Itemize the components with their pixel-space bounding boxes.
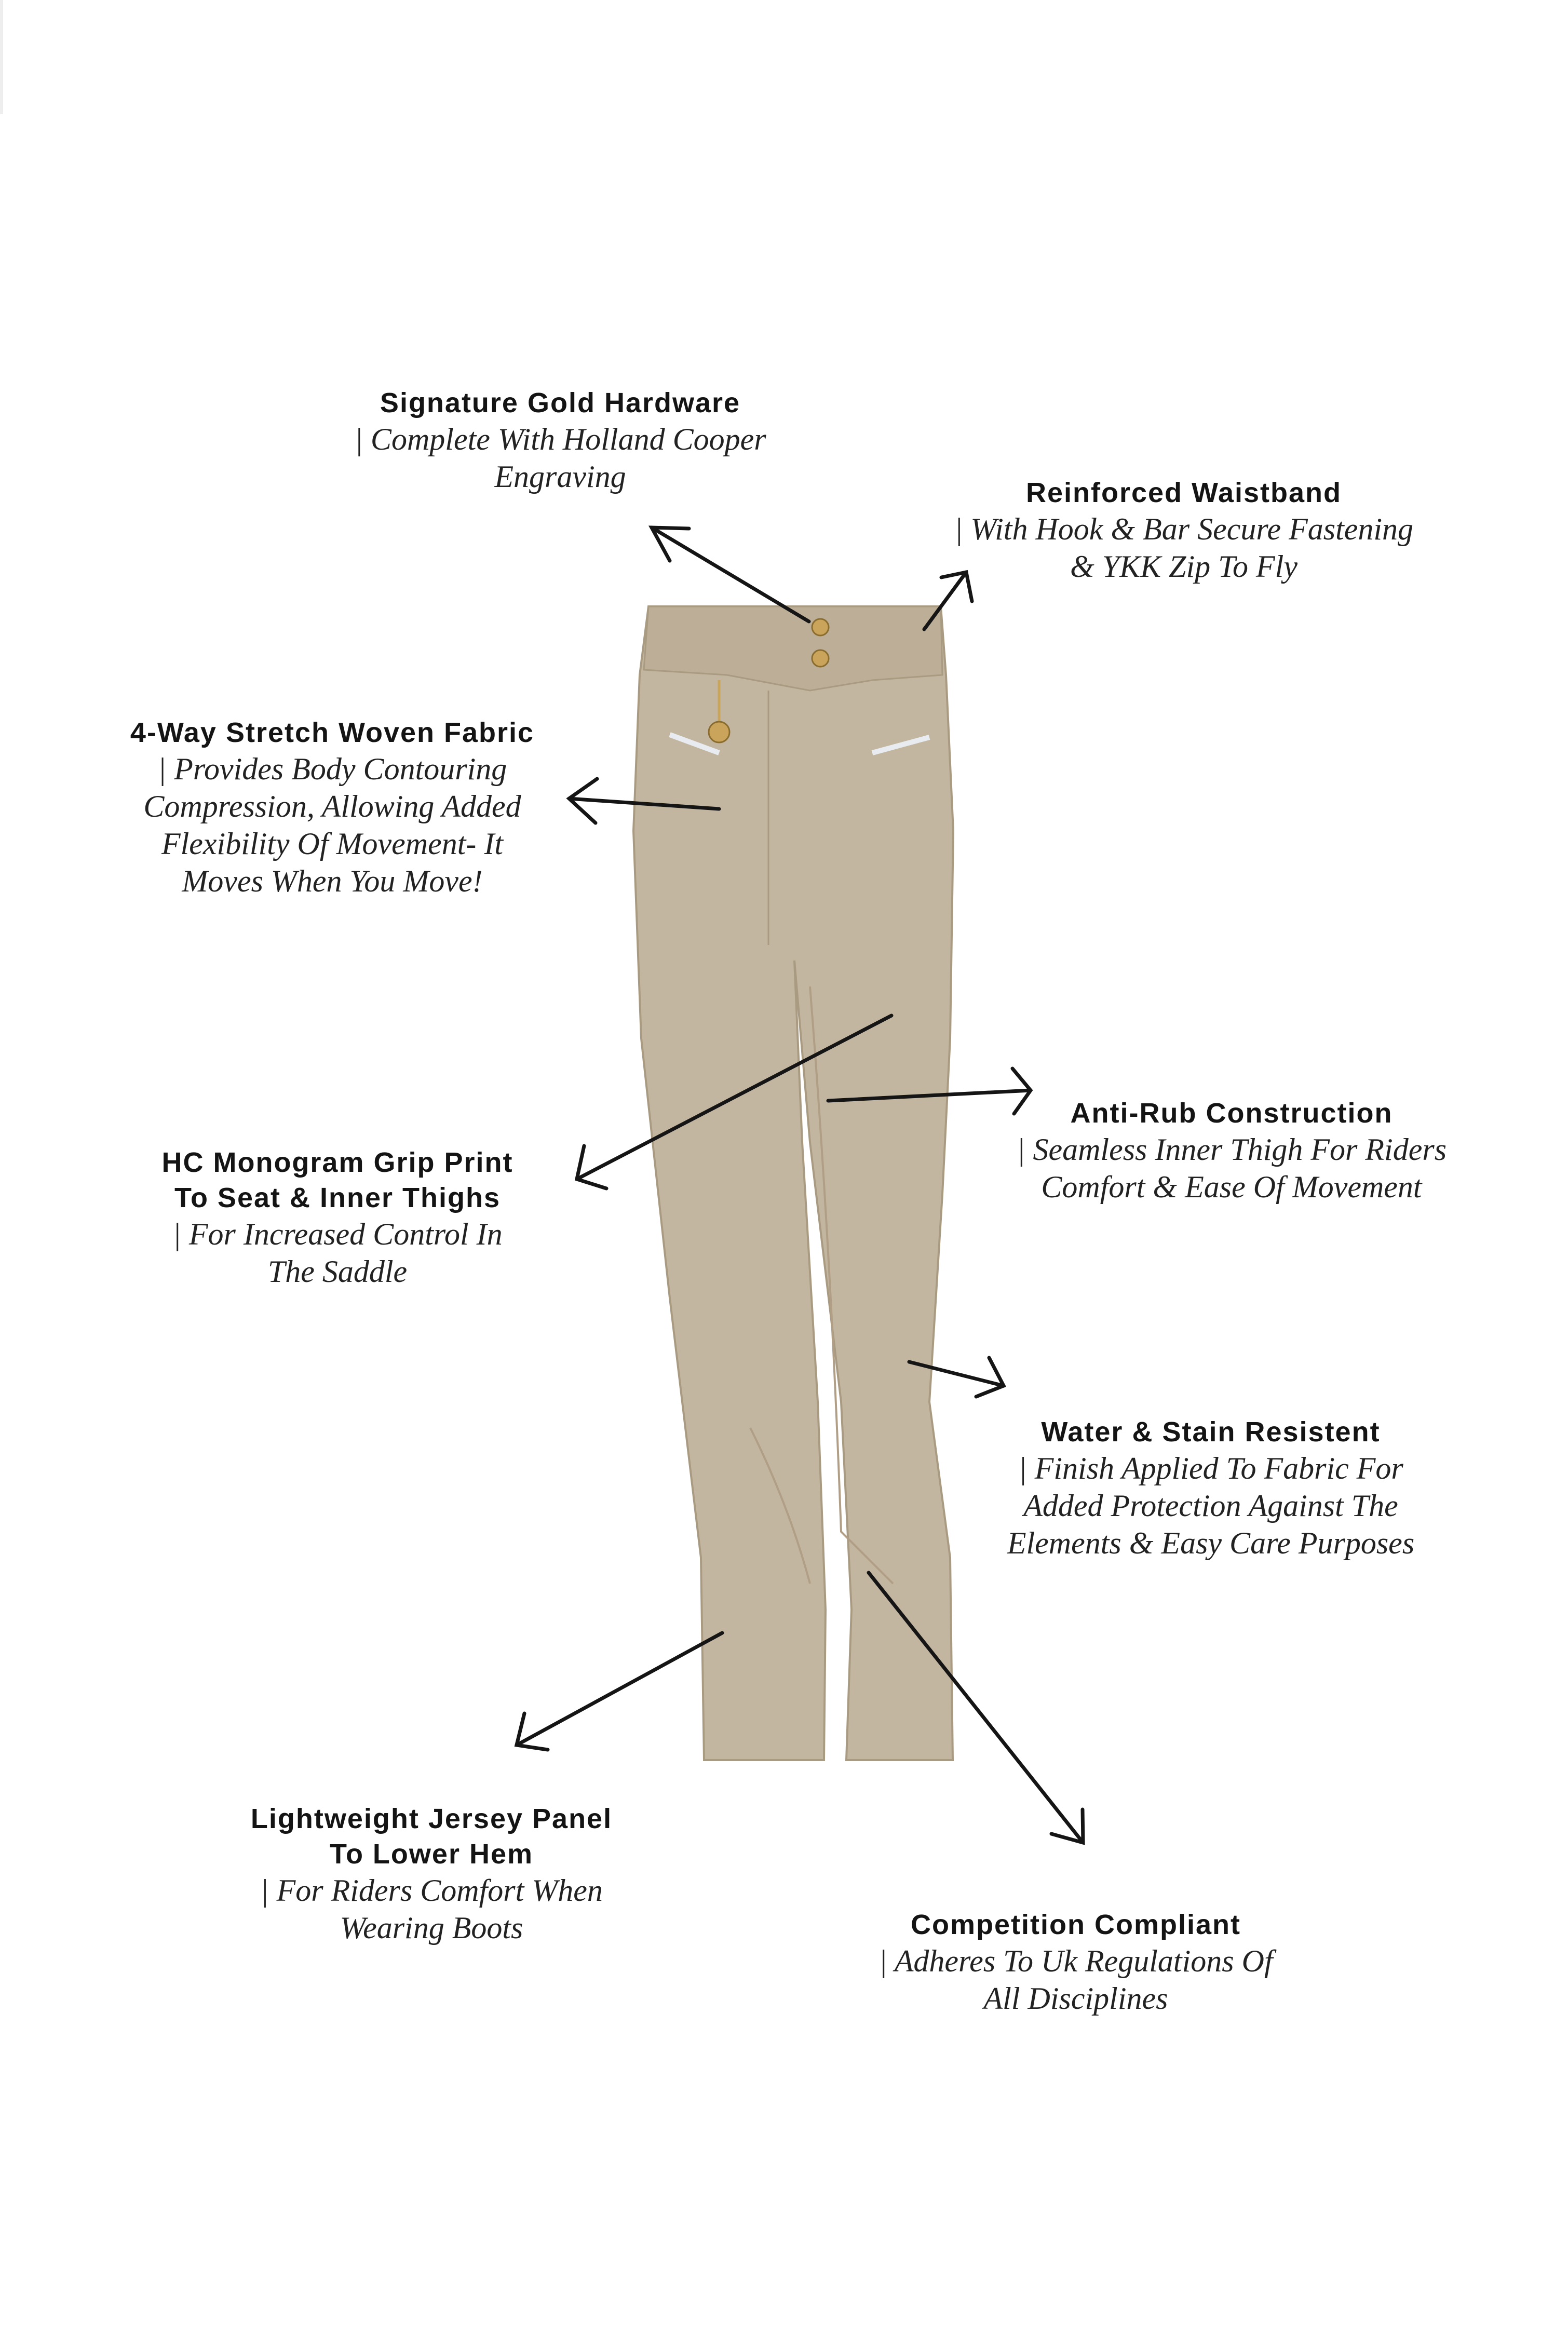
feature-desc: Moves When You Move! — [182, 864, 483, 898]
feature-desc: Engraving — [494, 459, 626, 494]
feature-desc: | Seamless Inner Thigh For Riders — [1016, 1132, 1447, 1167]
breeches-body — [633, 606, 953, 1760]
feature-title: To Lower Hem — [329, 1839, 534, 1870]
feature-title: Anti-Rub Construction — [1070, 1098, 1393, 1129]
breeches-image — [633, 606, 953, 1760]
feature-desc: Compression, Allowing Added — [143, 789, 521, 823]
feature-desc: Wearing Boots — [340, 1911, 523, 1945]
feature-desc: The Saddle — [267, 1254, 408, 1289]
feature-signature-gold-hardware — [354, 385, 766, 495]
feature-desc: | For Increased Control In — [172, 1217, 503, 1251]
feature-desc: Elements & Easy Care Purposes — [1007, 1526, 1415, 1560]
feature-title: Signature Gold Hardware — [380, 387, 741, 418]
feature-desc: | For Riders Comfort When — [260, 1873, 603, 1908]
feature-desc: Added Protection Against The — [1023, 1489, 1398, 1523]
feature-desc: | Adheres To Uk Regulations Of — [878, 1944, 1273, 1978]
feature-desc: Flexibility Of Movement- It — [161, 827, 504, 861]
feature-desc: All Disciplines — [983, 1981, 1168, 2016]
feature-title: Competition Compliant — [911, 1909, 1241, 1940]
feature-competition-compliant — [878, 1907, 1273, 2017]
feature-title: To Seat & Inner Thighs — [174, 1182, 501, 1213]
feature-title: Water & Stain Resistent — [1041, 1416, 1381, 1448]
feature-monogram-grip — [162, 1145, 513, 1290]
feature-desc: | Finish Applied To Fabric For — [1018, 1451, 1403, 1485]
gold-charm-icon — [709, 722, 729, 742]
feature-title: 4-Way Stretch Woven Fabric — [130, 717, 535, 748]
gold-button-icon — [812, 650, 829, 667]
feature-stretch-fabric — [130, 715, 534, 900]
feature-desc: | With Hook & Bar Secure Fastening — [954, 512, 1414, 546]
feature-desc: | Provides Body Contouring — [157, 752, 507, 786]
feature-desc: | Complete With Holland Cooper — [354, 422, 766, 456]
feature-desc: & YKK Zip To Fly — [1070, 549, 1297, 584]
feature-reinforced-waistband — [954, 475, 1413, 585]
feature-anti-rub — [1017, 1096, 1447, 1206]
gold-button-icon — [812, 619, 829, 636]
feature-title: Lightweight Jersey Panel — [250, 1803, 613, 1834]
feature-title: Reinforced Waistband — [1025, 477, 1342, 508]
feature-water-stain — [1007, 1414, 1414, 1562]
feature-title: HC Monogram Grip Print — [161, 1147, 513, 1178]
feature-jersey-panel — [251, 1801, 612, 1947]
feature-desc: Comfort & Ease Of Movement — [1041, 1170, 1422, 1204]
arrow-jersey-panel — [517, 1633, 722, 1750]
